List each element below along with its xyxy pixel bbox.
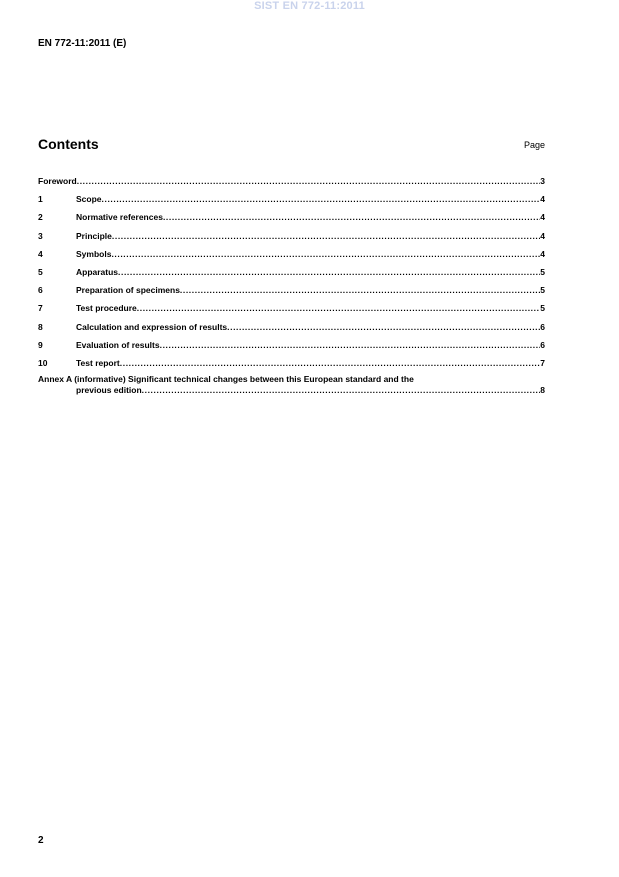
contents-header — [38, 136, 545, 152]
toc-entry-page: 7 — [540, 357, 545, 368]
toc-entry-page: 5 — [540, 266, 545, 277]
toc-entry-title: Scope — [76, 194, 102, 205]
toc-entry-scope[interactable] — [38, 192, 545, 210]
toc-entry-test-report[interactable] — [38, 356, 545, 374]
toc-leader-dots — [102, 192, 541, 207]
contents-title: Contents — [38, 136, 99, 152]
toc-leader-dots — [160, 338, 541, 353]
toc-entry-title: Evaluation of results — [76, 339, 160, 350]
toc-entry-title: Apparatus — [76, 266, 119, 277]
toc-entry-calculation[interactable] — [38, 320, 545, 338]
toc-entry-title: Symbols — [76, 248, 112, 259]
table-of-contents — [38, 174, 545, 396]
toc-leader-dots — [227, 320, 540, 335]
toc-leader-dots — [142, 385, 541, 396]
toc-entry-number: 8 — [38, 321, 43, 332]
toc-entry-page: 4 — [540, 230, 545, 241]
toc-entry-page: 8 — [540, 385, 545, 396]
toc-entry-title: Preparation of specimens — [76, 285, 180, 296]
toc-leader-dots — [111, 247, 540, 262]
toc-entry-title: Test procedure — [76, 303, 137, 314]
toc-entry-title: Test report — [76, 357, 120, 368]
annex-title-line2: previous edition — [76, 385, 142, 396]
toc-entry-number: 4 — [38, 248, 43, 259]
toc-entry-title: Calculation and expression of results — [76, 321, 228, 332]
page-column-label: Page — [523, 140, 545, 150]
toc-leader-dots — [118, 265, 540, 280]
toc-entry-number: 9 — [38, 339, 43, 350]
toc-entry-symbols[interactable] — [38, 247, 545, 265]
toc-entry-preparation-of-specimens[interactable] — [38, 283, 545, 301]
toc-entry-page: 4 — [540, 194, 545, 205]
toc-entry-page: 5 — [540, 303, 545, 314]
toc-entry-annex-a[interactable] — [38, 374, 545, 396]
toc-entry-number: 1 — [38, 194, 43, 205]
toc-entry-page: 6 — [540, 321, 545, 332]
toc-entry-number: 2 — [38, 212, 43, 223]
toc-leader-dots — [120, 356, 540, 371]
toc-entry-page: 4 — [540, 248, 545, 259]
toc-entry-evaluation[interactable] — [38, 338, 545, 356]
toc-entry-number: 6 — [38, 285, 43, 296]
toc-entry-test-procedure[interactable] — [38, 301, 545, 319]
toc-entry-number: 7 — [38, 303, 43, 314]
watermark: SIST EN 772-11:2011 — [254, 0, 365, 12]
toc-entry-foreword[interactable] — [38, 174, 545, 192]
toc-entry-number: 10 — [38, 357, 48, 368]
document-id: EN 772-11:2011 (E) — [38, 38, 127, 49]
toc-entry-number: 3 — [38, 230, 43, 241]
toc-entry-number: 5 — [38, 266, 43, 277]
toc-entry-apparatus[interactable] — [38, 265, 545, 283]
toc-entry-page: 5 — [540, 285, 545, 296]
toc-entry-principle[interactable] — [38, 229, 545, 247]
toc-leader-dots — [163, 210, 540, 225]
page-number: 2 — [38, 835, 44, 846]
toc-entry-title: Principle — [76, 230, 112, 241]
toc-leader-dots — [137, 301, 540, 316]
toc-entry-title: Normative references — [76, 212, 163, 223]
annex-title-line2-row — [38, 385, 545, 396]
annex-title-line1: Annex A (informative) Significant technical changes between this European standard and the — [38, 374, 414, 385]
toc-leader-dots — [112, 229, 540, 244]
toc-leader-dots — [180, 283, 540, 298]
toc-entry-page: 4 — [540, 212, 545, 223]
toc-leader-dots — [77, 174, 541, 189]
toc-entry-normative-references[interactable] — [38, 210, 545, 228]
toc-entry-title: Foreword — [38, 176, 77, 186]
toc-entry-page: 6 — [540, 339, 545, 350]
toc-entry-page: 3 — [540, 176, 545, 186]
